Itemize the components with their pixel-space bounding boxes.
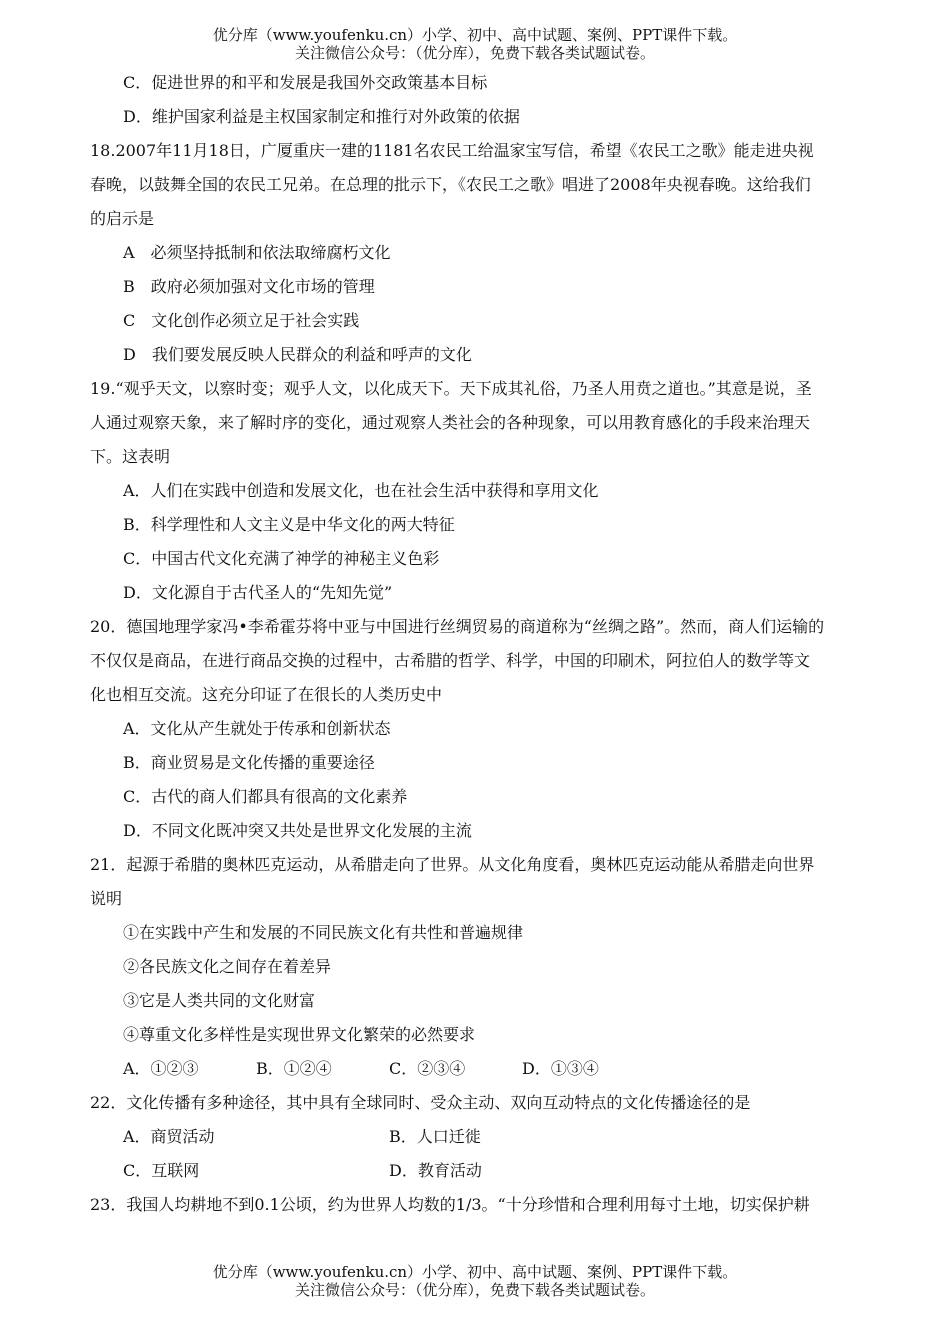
q18-stem-line-2: 春晚，以鼓舞全国的农民工兄弟。在总理的批示下，《农民工之歌》唱进了2008年央视春晚。这给我们 [90,175,811,194]
q22-option-b: B．人口迁徙 [389,1127,481,1146]
q21-option-b: B．①②④ [256,1059,332,1078]
q18-option-d: D 我们要发展反映人民群众的利益和呼声的文化 [123,345,472,364]
q22-option-c: C．互联网 [123,1161,200,1180]
q23-stem: 23．我国人均耕地不到0.1公顷，约为世界人均数的1/3。“十分珍惜和合理利用每寸土地，切实保护耕 [90,1195,810,1214]
page-footer [0,1263,950,1299]
q19-option-b: B．科学理性和人文主义是中华文化的两大特征 [123,515,455,534]
q20-stem-line-3: 化也相互交流。这充分印证了在很长的人类历史中 [90,685,443,704]
q22-option-d: D．教育活动 [389,1161,482,1180]
q19-option-d: D．文化源自于古代圣人的“先知先觉” [123,583,393,602]
q22-options-row-1 [90,1120,880,1154]
q21-option-a: A．①②③ [123,1059,199,1078]
header-line-1: 优分库（www.youfenku.cn）小学、初中、高中试题、案例、PPT课件下载。 [212,26,738,44]
q21-stem-line-1: 21．起源于希腊的奥林匹克运动，从希腊走向了世界。从文化角度看，奥林匹克运动能从希腊走向世界 [90,855,815,874]
q18-stem-line-3: 的启示是 [90,209,155,228]
q18-option-a: A 必须坚持抵制和依法取缔腐朽文化 [123,243,391,262]
q22-stem: 22．文化传播有多种途径，其中具有全球同时、受众主动、双向互动特点的文化传播途径的是 [90,1093,751,1112]
q20-option-a: A．文化从产生就处于传承和创新状态 [123,719,391,738]
q22-options-row-2 [90,1154,880,1188]
q20-stem-line-2: 不仅仅是商品，在进行商品交换的过程中，古希腊的哲学、科学，中国的印刷术，阿拉伯人的数学等文 [90,651,811,670]
q20-stem-line-1: 20．德国地理学家冯•李希霍芬将中亚与中国进行丝绸贸易的商道称为“丝绸之路”。然而，商人们运输的 [90,617,825,636]
q21-option-c: C．②③④ [389,1059,466,1078]
q20-option-d: D．不同文化既冲突又共处是世界文化发展的主流 [123,821,472,840]
q18-option-c: C 文化创作必须立足于社会实践 [123,311,360,330]
page-header [0,26,950,62]
footer-line-2: 关注微信公众号：（优分库），免费下载各类试题试卷。 [294,1281,655,1299]
q17-option-c: C．促进世界的和平和发展是我国外交政策基本目标 [123,73,488,92]
q21-option-d: D．①③④ [522,1059,599,1078]
q18-stem-line-1: 18.2007年11月18日，广厦重庆一建的1181名农民工给温家宝写信，希望《农民工之歌》能走进央视 [90,141,814,160]
q20-option-c: C．古代的商人们都具有很高的文化素养 [123,787,408,806]
q21-item-4: ④尊重文化多样性是实现世界文化繁荣的必然要求 [123,1025,476,1044]
q17-option-d: D．维护国家利益是主权国家制定和推行对外政策的依据 [123,107,520,126]
q20-option-b: B．商业贸易是文化传播的重要途径 [123,753,375,772]
q22-option-a: A．商贸活动 [123,1127,215,1146]
header-line-2: 关注微信公众号：（优分库），免费下载各类试题试卷。 [294,44,655,62]
q19-option-c: C．中国古代文化充满了神学的神秘主义色彩 [123,549,440,568]
footer-line-1: 优分库（www.youfenku.cn）小学、初中、高中试题、案例、PPT课件下载。 [212,1263,738,1281]
q19-stem-line-2: 人通过观察天象，来了解时序的变化，通过观察人类社会的各种现象，可以用教育感化的手段来治理天 [90,413,811,432]
q18-option-b: B 政府必须加强对文化市场的管理 [123,277,375,296]
q21-stem-line-2: 说明 [90,889,123,908]
q19-stem-line-1: 19.“观乎天文，以察时变；观乎人文，以化成天下。天下成其礼俗，乃圣人用贲之道也。”其意是说，圣 [90,379,812,398]
q21-item-3: ③它是人类共同的文化财富 [123,991,316,1010]
q21-item-1: ①在实践中产生和发展的不同民族文化有共性和普遍规律 [123,923,524,942]
q21-options-row [90,1052,880,1086]
q19-stem-line-3: 下。这表明 [90,447,171,466]
q19-option-a: A．人们在实践中创造和发展文化，也在社会生活中获得和享用文化 [123,481,599,500]
exam-content [90,66,880,1222]
q21-item-2: ②各民族文化之间存在着差异 [123,957,332,976]
